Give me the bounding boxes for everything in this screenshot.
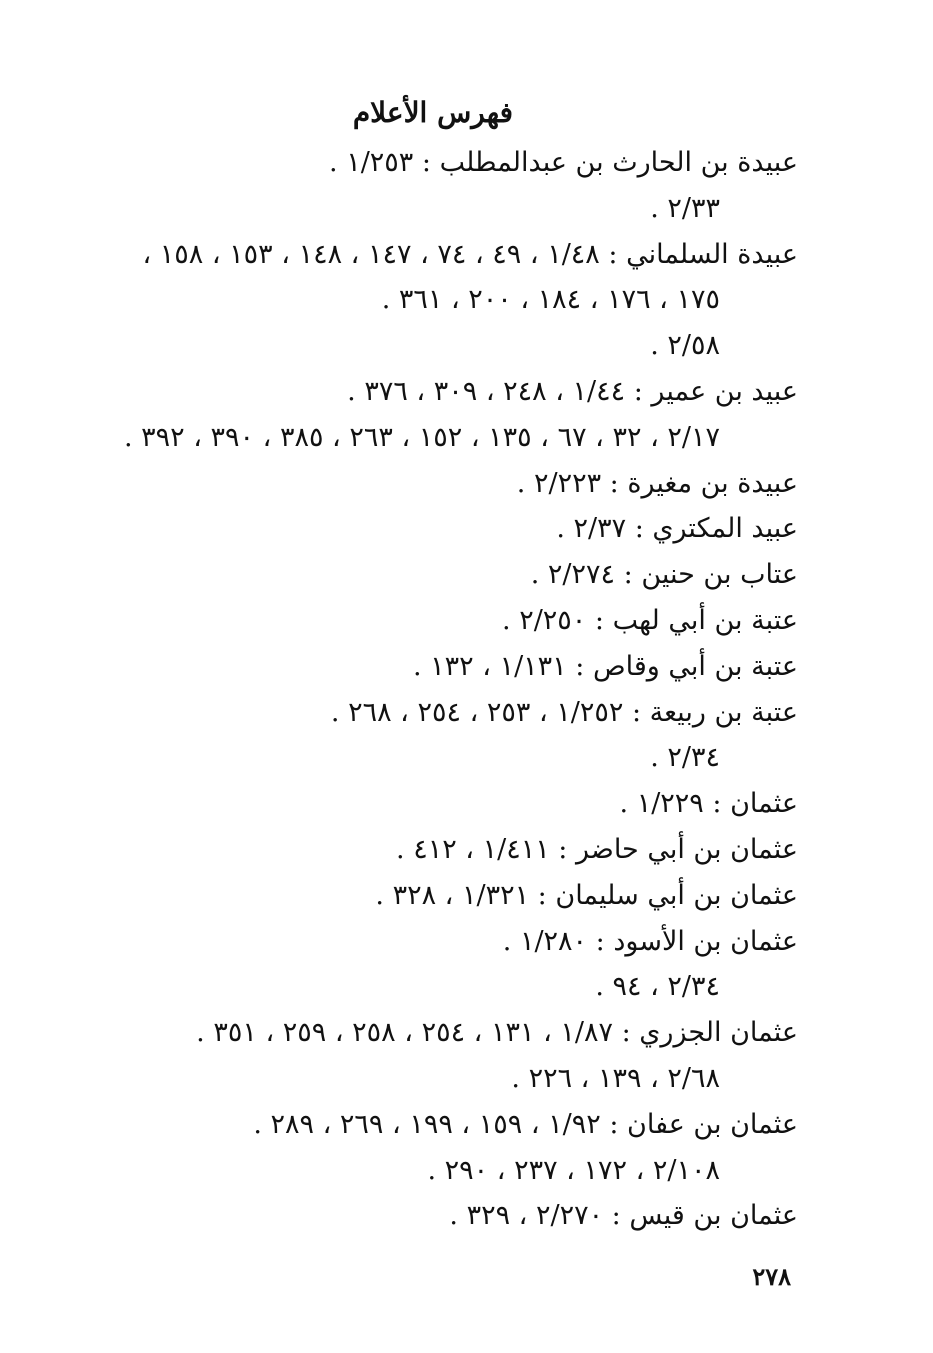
entry-name: عتبة بن أبي لهب: [612, 604, 798, 636]
index-entry: [78, 461, 798, 507]
entry-references: : ١/٢٨٠ .: [502, 925, 605, 957]
entry-references: ٢/٦٨ ، ١٣٩ ، ٢٢٦ .: [511, 1062, 720, 1094]
entry-name: عثمان بن أبي حاضر: [576, 833, 798, 865]
entry-name: عتبة بن ربيعة: [649, 696, 798, 728]
entry-name: عثمان: [730, 788, 798, 820]
entry-references: : ١/٨٧ ، ١٣١ ، ٢٥٤ ، ٢٥٨ ، ٢٥٩ ، ٣٥١ .: [196, 1017, 631, 1049]
entry-name: عثمان بن الأسود: [613, 925, 798, 957]
entry-references: ٢/٣٣ .: [650, 192, 720, 224]
entry-references: : ١/٤٤ ، ٢٤٨ ، ٣٠٩ ، ٣٧٦ .: [347, 375, 643, 407]
entry-name: عثمان الجزري: [639, 1017, 798, 1049]
index-entry: [78, 140, 798, 186]
entry-references: : ١/٣٢١ ، ٣٢٨ .: [375, 879, 547, 911]
entry-name: عبيد المكتري: [652, 513, 798, 545]
entry-references: : ٢/٢٢٣ .: [516, 467, 619, 499]
index-entry-continuation: [78, 1056, 798, 1102]
entry-references: ٢/٣٤ ، ٩٤ .: [595, 971, 720, 1003]
entry-references: : ١/٢٥٢ ، ٢٥٣ ، ٢٥٤ ، ٢٦٨ .: [330, 696, 642, 728]
index-entry: [78, 506, 798, 552]
entry-name: عبيدة السلماني: [626, 238, 798, 270]
index-entry: [78, 827, 798, 873]
index-entry-continuation: [78, 735, 798, 781]
index-entry: [78, 232, 798, 278]
index-entry: [78, 873, 798, 919]
entry-name: عبيدة بن مغيرة: [627, 467, 798, 499]
page-number: ٢٧٨: [752, 1262, 791, 1291]
index-entry: [78, 919, 798, 965]
entry-references: : ١/١٣١ ، ١٣٢ .: [413, 650, 585, 682]
entry-name: عتبة بن أبي وقاص: [592, 650, 798, 682]
index-entry: [78, 369, 798, 415]
entry-references: : ١/٢٢٩ .: [619, 788, 722, 820]
index-entry: [78, 690, 798, 736]
entry-name: عثمان بن عفان: [627, 1108, 798, 1140]
index-entry-continuation: [78, 323, 798, 369]
entry-references: : ٢/٢٧٤ .: [530, 559, 633, 591]
index-entry: [78, 1102, 798, 1148]
index-entry: [78, 644, 798, 690]
entry-references: ٢/٣٤ .: [650, 742, 720, 774]
entry-name: عثمان بن قيس: [629, 1200, 798, 1232]
index-entry-continuation: [78, 277, 798, 323]
entry-name: عتاب بن حنين: [641, 559, 798, 591]
entry-references: ٢/١٠٨ ، ١٧٢ ، ٢٣٧ ، ٢٩٠ .: [427, 1154, 720, 1186]
entry-name: عثمان بن أبي سليمان: [555, 879, 798, 911]
index-entry-continuation: [78, 964, 798, 1010]
entry-references: : ١/٩٢ ، ١٥٩ ، ١٩٩ ، ٢٦٩ ، ٢٨٩ .: [253, 1108, 619, 1140]
index-entry: [78, 1193, 798, 1239]
entry-references: : ١/٤١١ ، ٤١٢ .: [396, 833, 568, 865]
entry-name: عبيد بن عمير: [651, 375, 798, 407]
entry-references: : ١/٤٨ ، ٤٩ ، ٧٤ ، ١٤٧ ، ١٤٨ ، ١٥٣ ، ١٥٨ ،: [142, 238, 618, 270]
index-entry-continuation: [78, 186, 798, 232]
index-entry: [78, 1010, 798, 1056]
entry-references: ٢/٥٨ .: [650, 330, 720, 362]
index-entry: [78, 552, 798, 598]
entry-references: ١٧٥ ، ١٧٦ ، ١٨٤ ، ٢٠٠ ، ٣٦١ .: [381, 284, 720, 316]
entry-references: : ٢/٢٧٠ ، ٣٢٩ .: [449, 1200, 621, 1232]
entry-references: : ٢/٢٥٠ .: [502, 604, 604, 636]
page-header: فهرس الأعلام: [352, 96, 513, 129]
index-entry-continuation: [78, 1148, 798, 1194]
entry-references: : ١/٢٥٣ .: [329, 147, 431, 178]
entry-references: : ٢/٣٧ .: [556, 513, 644, 545]
index-entry-continuation: [78, 415, 798, 461]
entry-name: عبيدة بن الحارث بن عبدالمطلب: [439, 147, 798, 178]
index-entries: [78, 140, 798, 1239]
entry-references: ٢/١٧ ، ٣٢ ، ٦٧ ، ١٣٥ ، ١٥٢ ، ٢٦٣ ، ٣٨٥ ، ٣٩٠ ، ٣٩٢ .: [123, 421, 720, 453]
index-entry: [78, 598, 798, 644]
index-entry: [78, 781, 798, 827]
